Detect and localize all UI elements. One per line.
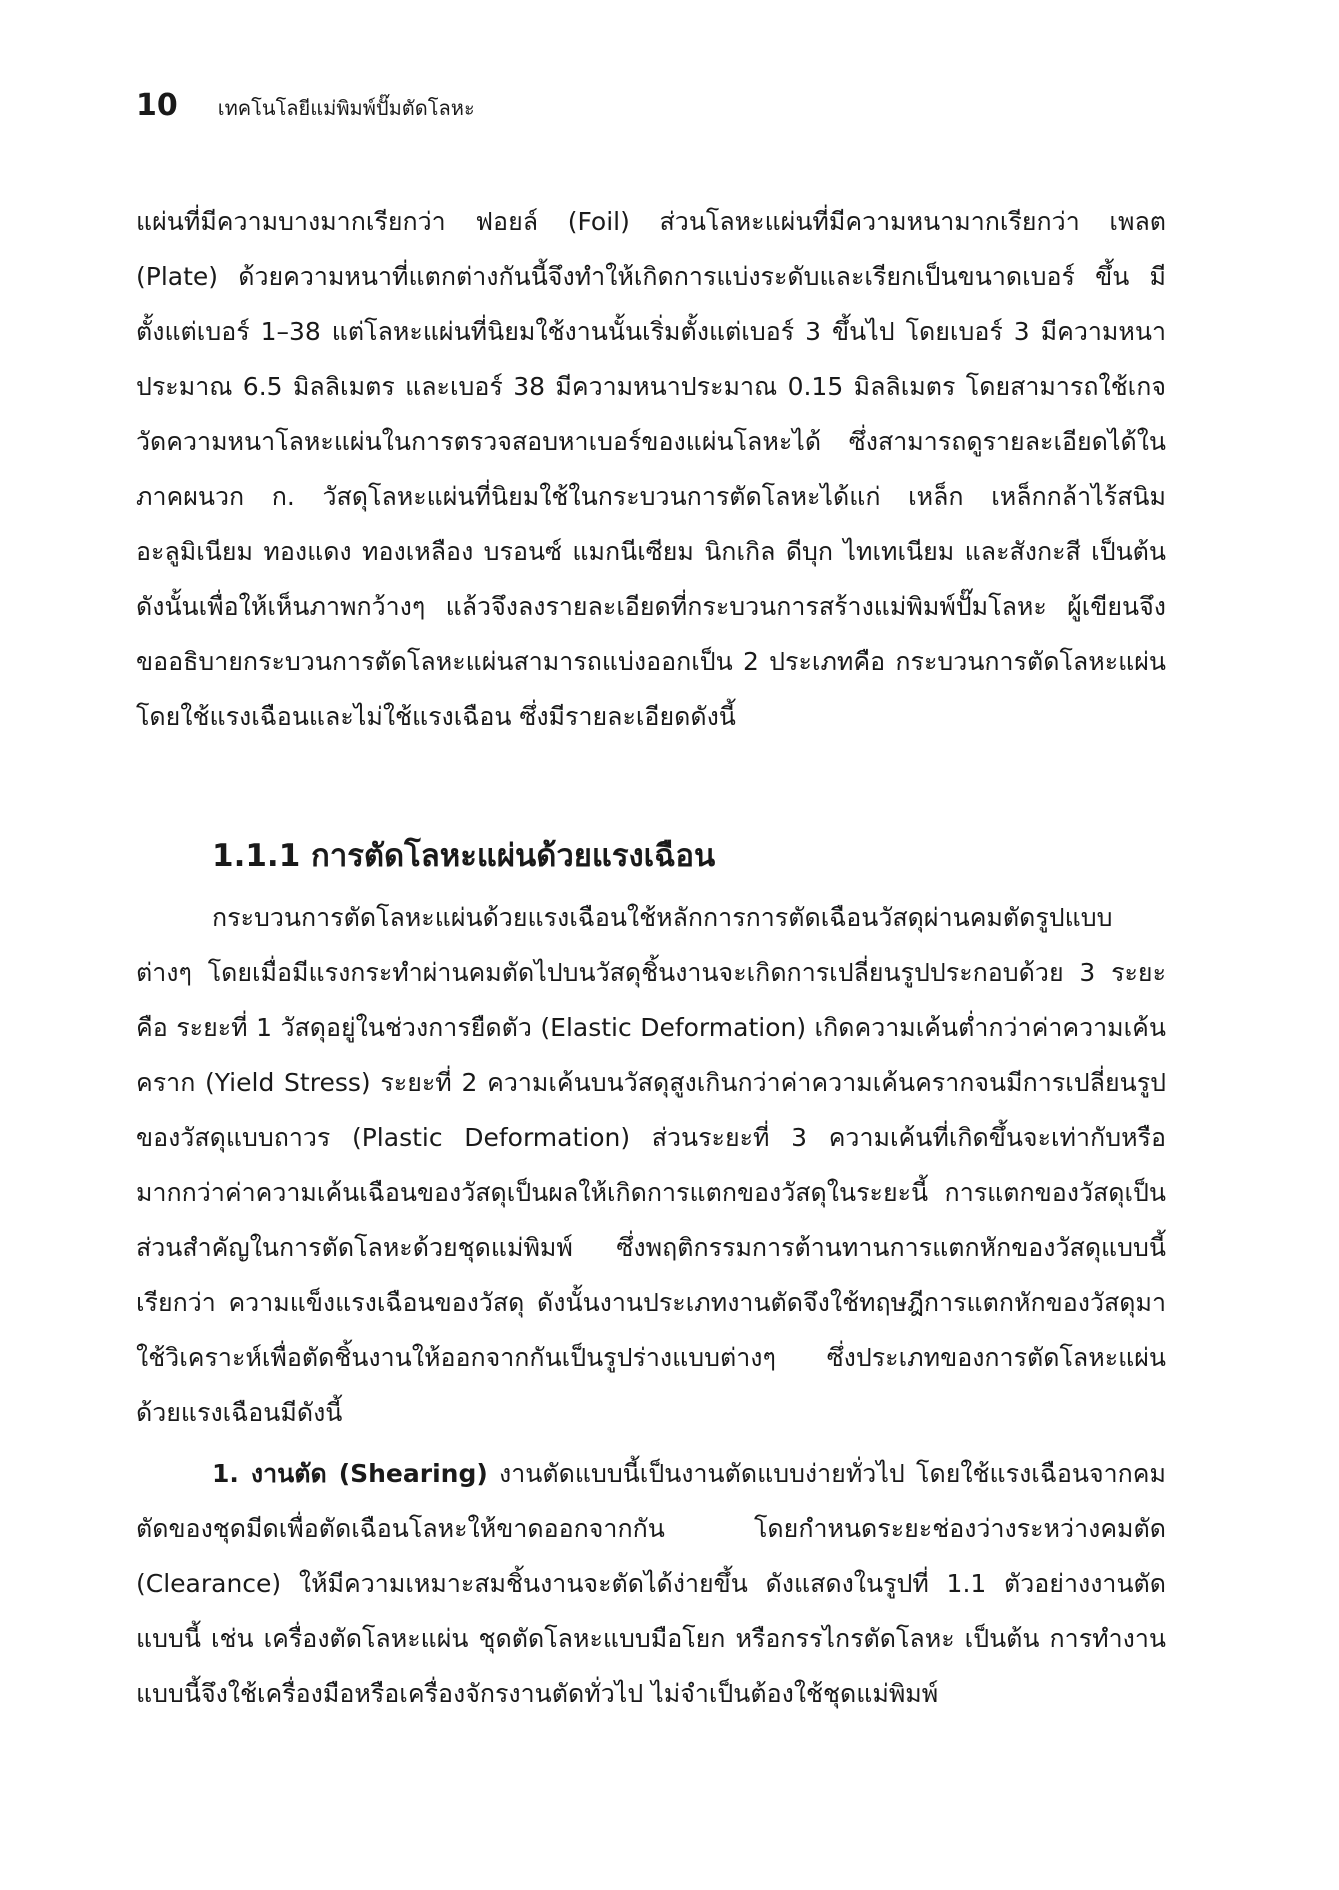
shearing-paragraph	[136, 1446, 1166, 1721]
shear-process-paragraph: กระบวนการตัดโลหะแผ่นด้วยแรงเฉือนใช้หลักการการตัดเฉือนวัสดุผ่านคมตัดรูปแบบต่างๆ โดยเมื่อมีแรงกระทำผ่านคมตัดไปบนวัสดุชิ้นงานจะเกิดการเปลี่ยนรูปประกอบด้วย 3 ระยะคือ ระยะที่ 1 วัสดุอยู่ในช่วงการยืดตัว (Elastic Deformation) เกิดความเค้นต่ำกว่าค่าความเค้นคราก (Yield Stress) ระยะที่ 2 ความเค้นบนวัสดุสูงเกินกว่าค่าความเค้นครากจนมีการเปลี่ยนรูปของวัสดุแบบถาวร (Plastic Deformation) ส่วนระยะที่ 3 ความเค้นที่เกิดขึ้นจะเท่ากับหรือมากกว่าค่าความเค้นเฉือนของวัสดุเป็นผลให้เกิดการแตกของวัสดุในระยะนี้ การแตกของวัสดุเป็นส่วนสำคัญในการตัดโลหะด้วยชุดแม่พิมพ์ ซึ่งพฤติกรรมการต้านทานการแตกหักของวัสดุแบบนี้เรียกว่า ความแข็งแรงเฉือนของวัสดุ ดังนั้นงานประเภทงานตัดจึงใช้ทฤษฎีการแตกหักของวัสดุมาใช้วิเคราะห์เพื่อตัดชิ้นงานให้ออกจากกันเป็นรูปร่างแบบต่างๆ ซึ่งประเภทของการตัดโลหะแผ่นด้วยแรงเฉือนมีดังนี้	[136, 903, 1166, 1427]
section-heading: 1.1.1 การตัดโลหะแผ่นด้วยแรงเฉือน	[212, 838, 716, 874]
shearing-body: งานตัดแบบนี้เป็นงานตัดแบบง่ายทั่วไป โดยใช้แรงเฉือนจากคมตัดของชุดมีดเพื่อตัดเฉือนโลหะให้ขาดออกจากกัน โดยกำหนดระยะช่องว่างระหว่างคมตัด (Clearance) ให้มีความเหมาะสมชิ้นงานจะตัดได้ง่ายขึ้น ดังแสดงในรูปที่ 1.1 ตัวอย่างงานตัดแบบนี้ เช่น เครื่องตัดโลหะแผ่น ชุดตัดโลหะแบบมือโยก หรือกรรไกรตัดโลหะ เป็นต้น การทำงานแบบนี้จึงใช้เครื่องมือหรือเครื่องจักรงานตัดทั่วไป ไม่จำเป็นต้องใช้ชุดแม่พิมพ์	[136, 1459, 1166, 1708]
page-number: 10	[136, 88, 178, 123]
intro-paragraph: แผ่นที่มีความบางมากเรียกว่า ฟอยล์ (Foil) ส่วนโลหะแผ่นที่มีความหนามากเรียกว่า เพลต (Plate) ด้วยความหนาที่แตกต่างกันนี้จึงทำให้เกิดการแบ่งระดับและเรียกเป็นขนาดเบอร์ ขึ้น มีตั้งแต่เบอร์ 1–38 แต่โลหะแผ่นที่นิยมใช้งานนั้นเริ่มตั้งแต่เบอร์ 3 ขึ้นไป โดยเบอร์ 3 มีความหนาประมาณ 6.5 มิลลิเมตร และเบอร์ 38 มีความหนาประมาณ 0.15 มิลลิเมตร โดยสามารถใช้เกจวัดความหนาโลหะแผ่นในการตรวจสอบหาเบอร์ของแผ่นโลหะได้ ซึ่งสามารถดูรายละเอียดได้ในภาคผนวก ก. วัสดุโลหะแผ่นที่นิยมใช้ในกระบวนการตัดโลหะได้แก่ เหล็ก เหล็กกล้าไร้สนิม อะลูมิเนียม ทองแดง ทองเหลือง บรอนซ์ แมกนีเซียม นิกเกิล ดีบุก ไทเทเนียม และสังกะสี เป็นต้น ดังนั้นเพื่อให้เห็นภาพกว้างๆ แล้วจึงลงรายละเอียดที่กระบวนการสร้างแม่พิมพ์ปั๊มโลหะ ผู้เขียนจึงขออธิบายกระบวนการตัดโลหะแผ่นสามารถแบ่งออกเป็น 2 ประเภทคือ กระบวนการตัดโลหะแผ่นโดยใช้แรงเฉือนและไม่ใช้แรงเฉือน ซึ่งมีรายละเอียดดังนี้	[136, 207, 1166, 731]
running-header	[136, 88, 475, 124]
shearing-heading: 1. งานตัด (Shearing)	[212, 1459, 488, 1488]
book-title: เทคโนโลยีแม่พิมพ์ปั๊มตัดโลหะ	[217, 96, 475, 120]
